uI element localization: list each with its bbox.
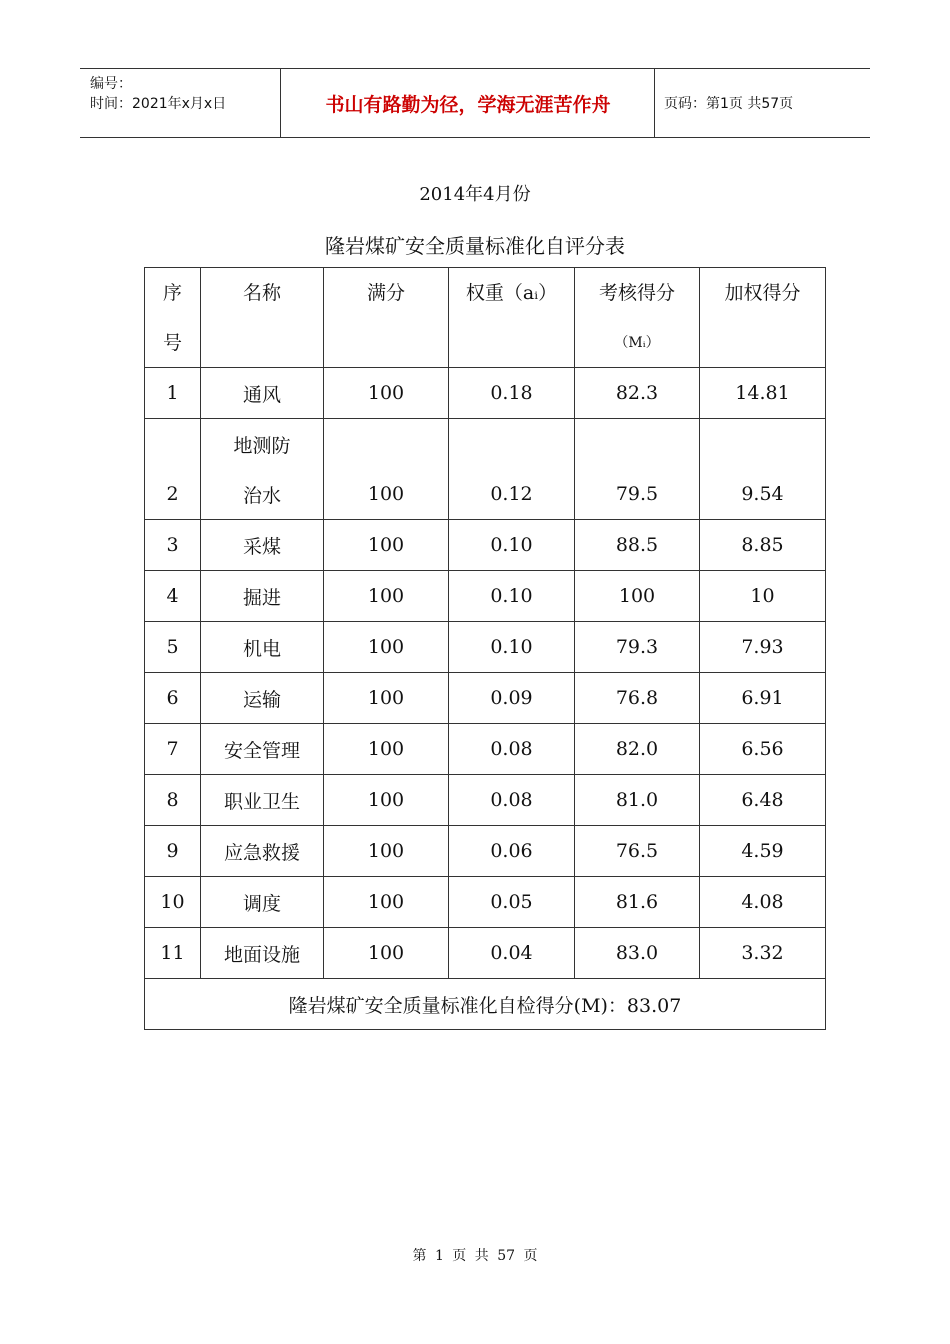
cell-name: 通风 xyxy=(201,368,324,419)
cell-weight: 0.10 xyxy=(449,520,575,571)
cell-name: 机电 xyxy=(201,622,324,673)
cell-weighted: 10 xyxy=(700,571,826,622)
header-divider xyxy=(654,69,655,137)
cell-score: 81.6 xyxy=(575,877,700,928)
cell-score: 79.3 xyxy=(575,622,700,673)
cell-full: 100 xyxy=(324,520,449,571)
cell-name: 安全管理 xyxy=(201,724,324,775)
header-weighted: 加权得分 xyxy=(700,268,826,368)
cell-full: 100 xyxy=(324,622,449,673)
cell-seq: 3 xyxy=(145,520,201,571)
cell-seq: 8 xyxy=(145,775,201,826)
cell-weighted: 6.48 xyxy=(700,775,826,826)
cell-weighted: 4.08 xyxy=(700,877,826,928)
header-full: 满分 xyxy=(324,268,449,368)
cell-score: 81.0 xyxy=(575,775,700,826)
total-score: 隆岩煤矿安全质量标准化自检得分(M)：83.07 xyxy=(145,979,826,1030)
table-row xyxy=(145,520,826,571)
cell-score: 100 xyxy=(575,571,700,622)
cell-full: 100 xyxy=(324,877,449,928)
score-table xyxy=(144,267,826,1030)
table-row xyxy=(145,928,826,979)
header-motto: 书山有路勤为径，学海无涯苦作舟 xyxy=(325,93,611,116)
header-name: 名称 xyxy=(201,268,324,368)
cell-name: 采煤 xyxy=(201,520,324,571)
cell-seq: 5 xyxy=(145,622,201,673)
page-header xyxy=(80,68,870,138)
cell-score: 88.5 xyxy=(575,520,700,571)
table-row xyxy=(145,571,826,622)
cell-score: 76.8 xyxy=(575,673,700,724)
cell-weighted: 6.91 xyxy=(700,673,826,724)
cell-weight: 0.10 xyxy=(449,622,575,673)
header-meta xyxy=(80,69,280,137)
table-row xyxy=(145,826,826,877)
cell-weight: 0.04 xyxy=(449,928,575,979)
cell-weighted: 4.59 xyxy=(700,826,826,877)
table-row xyxy=(145,673,826,724)
cell-score: 82.3 xyxy=(575,368,700,419)
cell-seq: 1 xyxy=(145,368,201,419)
cell-seq: 9 xyxy=(145,826,201,877)
cell-name: 职业卫生 xyxy=(201,775,324,826)
cell-seq: 2 xyxy=(145,419,201,520)
page-footer: 第 1 页 共 57 页 xyxy=(412,1248,538,1264)
cell-score: 82.0 xyxy=(575,724,700,775)
cell-name: 运输 xyxy=(201,673,324,724)
cell-seq: 6 xyxy=(145,673,201,724)
cell-seq: 4 xyxy=(145,571,201,622)
cell-name: 应急救援 xyxy=(201,826,324,877)
cell-name: 调度 xyxy=(201,877,324,928)
document-title: 隆岩煤矿安全质量标准化自评分表 xyxy=(325,234,625,258)
table-total-row xyxy=(145,979,826,1030)
cell-score: 83.0 xyxy=(575,928,700,979)
header-divider xyxy=(280,69,281,137)
cell-weight: 0.08 xyxy=(449,724,575,775)
cell-full: 100 xyxy=(324,724,449,775)
number-label: 编号： xyxy=(90,76,132,92)
cell-full: 100 xyxy=(324,419,449,520)
header-page-info: 页码：第1页 共57页 xyxy=(664,96,794,112)
cell-full: 100 xyxy=(324,775,449,826)
time-label: 时间：2021年x月x日 xyxy=(90,96,227,112)
cell-seq: 10 xyxy=(145,877,201,928)
cell-name: 掘进 xyxy=(201,571,324,622)
cell-score: 76.5 xyxy=(575,826,700,877)
table-row xyxy=(145,775,826,826)
cell-full: 100 xyxy=(324,826,449,877)
cell-weight: 0.12 xyxy=(449,419,575,520)
cell-weighted: 3.32 xyxy=(700,928,826,979)
cell-name: 地面设施 xyxy=(201,928,324,979)
cell-full: 100 xyxy=(324,928,449,979)
cell-full: 100 xyxy=(324,673,449,724)
table-row xyxy=(145,368,826,419)
cell-weighted: 7.93 xyxy=(700,622,826,673)
cell-weight: 0.18 xyxy=(449,368,575,419)
table-header-row xyxy=(145,268,826,368)
header-score: 考核得分 （Mᵢ） xyxy=(575,268,700,368)
cell-score: 79.5 xyxy=(575,419,700,520)
header-seq: 序 号 xyxy=(145,268,201,368)
cell-weighted: 9.54 xyxy=(700,419,826,520)
cell-full: 100 xyxy=(324,368,449,419)
cell-weighted: 14.81 xyxy=(700,368,826,419)
cell-weighted: 8.85 xyxy=(700,520,826,571)
cell-full: 100 xyxy=(324,571,449,622)
cell-weight: 0.06 xyxy=(449,826,575,877)
cell-seq: 11 xyxy=(145,928,201,979)
cell-weight: 0.10 xyxy=(449,571,575,622)
cell-weight: 0.08 xyxy=(449,775,575,826)
table-row xyxy=(145,724,826,775)
table-row xyxy=(145,622,826,673)
document-date: 2014年4月份 xyxy=(419,184,531,205)
header-weight: 权重（aᵢ） xyxy=(449,268,575,368)
table-row xyxy=(145,877,826,928)
table-row xyxy=(145,419,826,520)
cell-weight: 0.05 xyxy=(449,877,575,928)
cell-weight: 0.09 xyxy=(449,673,575,724)
cell-seq: 7 xyxy=(145,724,201,775)
cell-name: 地测防 治水 xyxy=(201,419,324,520)
cell-weighted: 6.56 xyxy=(700,724,826,775)
